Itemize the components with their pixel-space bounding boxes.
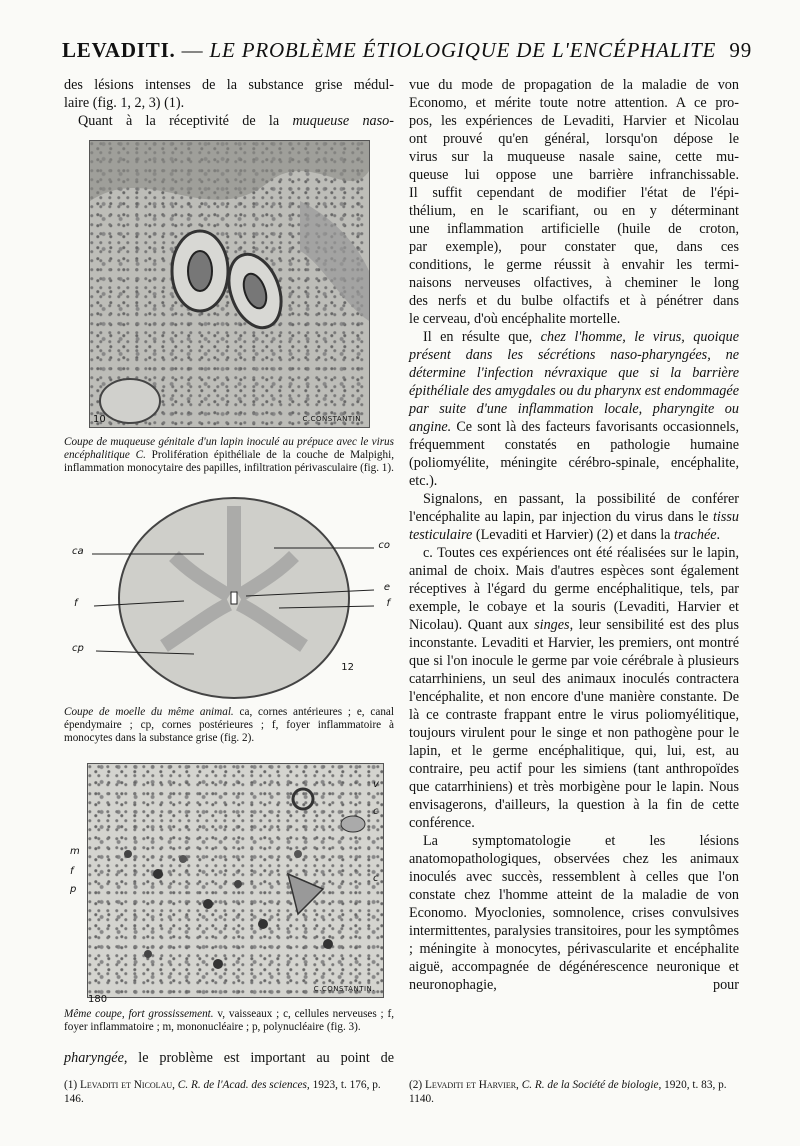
figure-3-label-p: p (70, 884, 77, 895)
left-column-bottom-line: pharyngée, le problème est important au point de (64, 1050, 394, 1066)
footnote-1: (1) Levaditi et Nicolau, C. R. de l'Acad. des sciences, 1923, t. 176, p. 146. (64, 1079, 381, 1105)
figure-2-label-f-right: f (386, 598, 390, 609)
text-line: une inflammation artificielle (huile de croton, (409, 221, 739, 237)
header-author: LEVADITI. (62, 38, 176, 62)
figure-2-spinal-cord (64, 496, 394, 701)
figure-3-label-c-top: c (373, 806, 379, 817)
text-line: pos, les expériences de Levaditi, Harvier et Nicolau (409, 113, 739, 129)
text-line: des lésions intenses de la substance grise médul- (64, 77, 394, 93)
text-line: par exemple), pour constater que, dans ces (409, 239, 739, 255)
text-line: conditions, le germe réussit à envahir les termi- (409, 257, 739, 273)
figure-3-credit: C.CONSTANTIN. (313, 985, 375, 993)
figure-1-caption: Coupe de muqueuse génitale d'un lapin inoculé au prépuce avec le virus encéphalitique C. Prolifération épithéliale de la couche de Malpighi, inflammation monocytaire des papilles, infiltration périvasculaire (fig. 1). (64, 436, 394, 475)
figure-3-label-f: f (70, 866, 74, 877)
figure-3-drawing (88, 764, 383, 997)
figure-2-label-cp: cp (72, 643, 84, 654)
text-line: ont prouvé qu'en général, lorsqu'on dépose le (409, 131, 739, 147)
figure-3-number: 180 (88, 994, 108, 1005)
figure-1-micrograph (89, 140, 370, 428)
text-line: vue du mode de propagation de la maladie de von (409, 77, 739, 93)
figure-2-label-e: e (383, 582, 390, 593)
text-line: Economo, et mérite toute notre attention. A ce pro- (409, 95, 739, 111)
left-column (64, 76, 394, 130)
figure-1-credit: C.CONSTANTIN (302, 415, 361, 423)
figure-2-label-co: co (378, 540, 390, 551)
text-line: Quant à la réceptivité de la muqueuse naso- (78, 113, 394, 129)
page-number: 99 (729, 38, 752, 62)
figure-3-label-c-bottom: c (373, 873, 379, 884)
text-line: des nerfs et du bulbe olfactifs et à pénétrer dans (409, 293, 739, 309)
paragraph-testicular: Signalons, en passant, la possibilité de conférer l'encéphalite au lapin, par injection du virus dans le tissu testiculaire (Levaditi et Harvier) (2) et dans la trachée. (409, 491, 739, 543)
figure-1-drawing (90, 141, 369, 427)
figure-3-micrograph (87, 763, 384, 998)
figure-3-caption: Même coupe, fort grossissement. v, vaisseaux ; c, cellules nerveuses ; f, foyer inflammatoire ; m, mononucléaire ; p, polynucléaire (fig. 3). (64, 1008, 394, 1034)
right-column (409, 76, 739, 994)
text-line: Il suffit cependant de modifier l'état de l'épi- (409, 185, 739, 201)
text-line: laire (fig. 1, 2, 3) (1). (64, 95, 185, 111)
text-line: thélium, en le scarifiant, ou en y déterminant (409, 203, 739, 219)
figure-2-number: 12 (341, 662, 354, 673)
figure-2-label-f-left: f (74, 598, 78, 609)
text-line: naisons nerveuses olfactives, à cheminer le long (409, 275, 739, 291)
paragraph-species: c. Toutes ces expériences ont été réalisées sur le lapin, animal de choix. Mais d'autres espèces sont également réceptives à l'égard du germe encéphalitique, tels, par exemple, le cobaye et la souris (Levaditi, Harvier et Nicolau). Quant aux singes, leur sensibilité est des plus inconstante. Levaditi et Harvier, les premiers, ont montré que si l'on inocule le germe par voie cérébrale à plusieurs catarrhiniens, un seul des animaux inoculés contractera l'encéphalite, et non encore d'une manière constante. De là ce contraste frappant entre le virus poliomyélitique, toujours virulent pour le singe et non pathogène pour le lapin, et le germe encéphalitique, qui, lui, est, au contraire, peu actif pour les simiens (tant anthropoïdes que catarrhiniens) et très morbigène pour le lapin. Nous envisagerons, d'ailleurs, la question à la fin de cette conférence. (409, 545, 739, 831)
paragraph-result: Il en résulte que, chez l'homme, le virus, quoique présent dans les sécrétions naso-pharyngées, ne détermine l'infection névraxique que si la barrière épithéliale des amygdales ou du pharynx est endommagée par suite d'une inflammation locale, pharyngite ou angine. Ce sont là des facteurs favorisants occasionnels, fréquemment constatés en pathologie humaine (poliomyélite, méningite cérébro-spinale, encéphalite, etc.). (409, 329, 740, 489)
running-header (62, 38, 752, 70)
footnote-2: (2) Levaditi et Harvier, C. R. de la Société de biologie, 1920, t. 83, p. 1140. (409, 1079, 727, 1105)
figure-2-label-ca: ca (72, 546, 84, 557)
paragraph-symptoms: La symptomatologie et les lésions anatomopathologiques, observées chez les animaux inoculés avec succès, ressemblent à celles que l'on constate chez l'homme atteint de la maladie de von Economo. Myoclonies, somnolence, crises convulsives intermittentes, paralysies transitoires, pour les symptômes ; méningite à monocytes, périvascularite et encéphalite aiguë, accompagnée de dégénérescence neuronique et neuronophagie, pour (409, 833, 739, 993)
figure-3-label-v: v (373, 779, 379, 790)
header-dash: — (181, 38, 204, 62)
header-title: LE PROBLÈME ÉTIOLOGIQUE DE L'ENCÉPHALITE (209, 38, 717, 62)
figure-2-caption: Coupe de moelle du même animal. ca, cornes antérieures ; e, canal épendymaire ; cp, cornes postérieures ; f, foyer inflammatoire à monocytes dans la substance grise (fig. 2). (64, 706, 394, 745)
figure-1-number: 10 (93, 414, 106, 425)
figure-3-label-m: m (70, 846, 80, 857)
text-line: queuse lui oppose une barrière infranchissable. (409, 167, 739, 183)
text-line: le cerveau, d'où encéphalite mortelle. (409, 311, 621, 327)
text-line: virus sur la muqueuse nasale saine, cette mu- (409, 149, 739, 165)
